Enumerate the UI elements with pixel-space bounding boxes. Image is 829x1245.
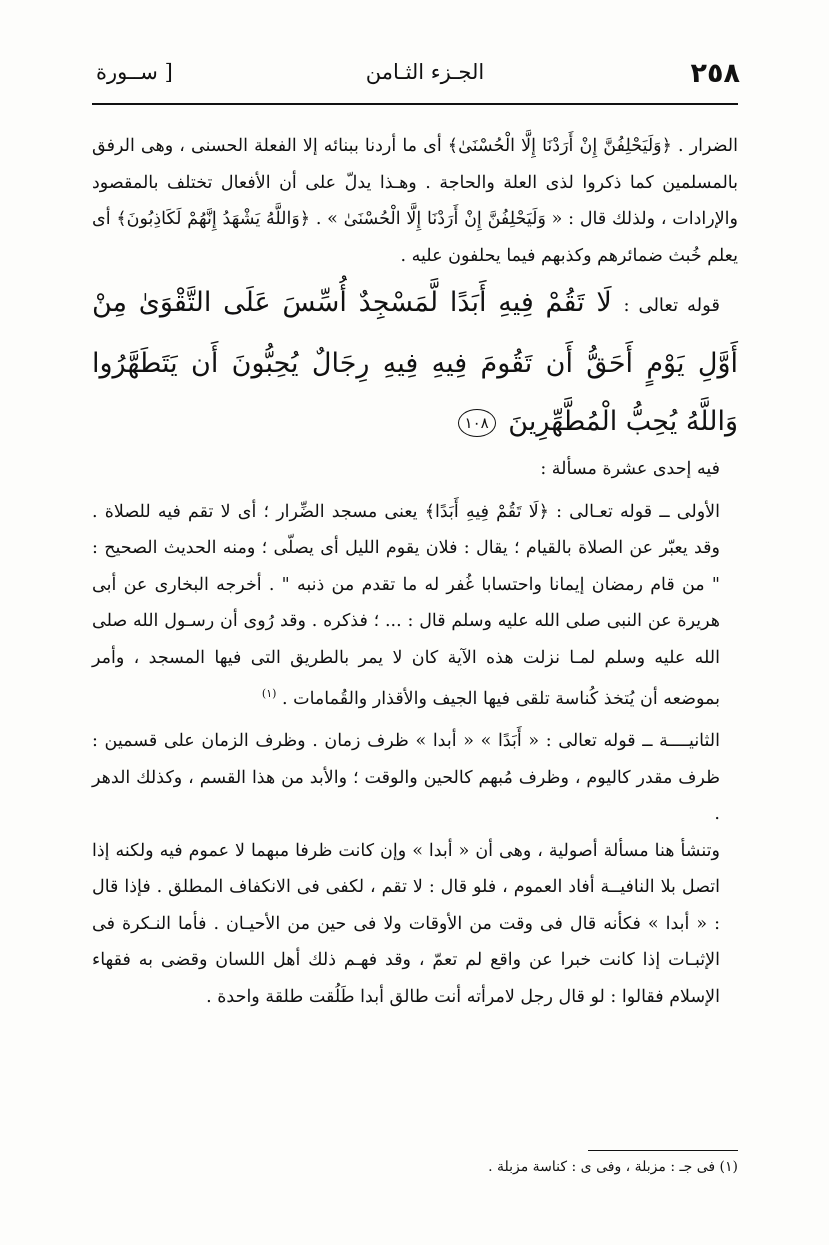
quran-verse xyxy=(92,274,738,451)
page-number: ٢٥٨ xyxy=(690,58,740,89)
running-title: الجـزء الثـامن xyxy=(365,60,485,84)
issue-first-text: الأولى ــ قوله تعـالى : ﴿لَا تَقُمْ فِيهِ أَبَدًا﴾ يعنى مسجد الضِّرار ؛ أى لا تقم فيه للصلاة . وقد يعبّر عن الصلاة بالقيام ؛ يقال : فلان يقوم الليل أى يصلّى ؛ ومنه الحديث الصحيح : " من قام رمضان إيمانا واحتسابا غُفر له ما تقدم من ذنبه " . أخرجه البخارى عن أبى هريرة عن النبى صلى الله عليه وسلم قال : ... ؛ فذكره . وقد رُوى أن رسـول الله صلى الله عليه وسلم لمـا نزلت هذه الآية كان لا يمر بالطريق التى فيها المسجد ، وأمر بموضعه أن يُتخذ كُناسة تلقى فيها الجيف والأقذار والقُمامات . xyxy=(92,501,720,709)
main-text xyxy=(92,128,738,1015)
header-divider xyxy=(92,103,738,105)
verse-intro: قوله تعالى : xyxy=(623,295,720,316)
issue-first xyxy=(92,494,738,718)
footnote-divider xyxy=(588,1150,738,1151)
issue-second: الثانيــــة ــ قوله تعالى : « أَبَدًا » « أبدا » ظرف زمان . وظرف الزمان على قسمين : ظرف مقدر كاليوم ، وظرف مُبهم كالحين والوقت ؛ والأبد من هذا القسم ، وكذلك الدهر . xyxy=(92,731,720,825)
footnote: (١) فى جـ : مزبلة ، وفى ى : كناسة مزبلة . xyxy=(488,1159,738,1175)
issue-second-continued: وتنشأ هنا مسألة أصولية ، وهى أن « أبدا » وإن كانت ظرفا مبهما لا عموم فيه ولكنه إذا اتصل بلا النافيــة أفاد العموم ، فلو قال : لا تقم ، لكفى فى الانكفاف المطلق . فإذا قال : « أبدا » فكأنه قال فى وقت من الأوقات ولا فى حين من الأحيـان . فأما النـكرة فى الإثبـات إذا كانت خبرا عن واقع لم تعمّ ، وقد فهـم ذلك أهل اللسان وقضى به فقهاء الإسلام فقالوا : لو قال رجل لامرأته أنت طالق أبدا طَلُقت طلقة واحدة . xyxy=(92,840,720,1007)
footnote-marker: (١) xyxy=(261,687,277,700)
issues-heading: فيه إحدى عشرة مسألة : xyxy=(540,459,720,479)
verse-text: لَا تَقُمْ فِيهِ أَبَدًا لَّمَسْجِدٌ أُسِّسَ عَلَى التَّقْوَىٰ مِنْ أَوَّلِ يَوْمٍ أَحَقُّ أَن تَقُومَ فِيهِ فِيهِ رِجَالٌ يُحِبُّونَ أَن يَتَطَهَّرُوا وَاللَّهُ يُحِبُّ الْمُطَّهِّرِينَ xyxy=(92,287,738,437)
page-header xyxy=(90,58,740,100)
ayah-number-icon: ١٠٨ xyxy=(458,409,496,437)
surah-label: [ ســورة xyxy=(96,60,173,84)
paragraph-intro: الضرار . ﴿وَلَيَحْلِفُنَّ إِنْ أَرَدْنَا إِلَّا الْحُسْنَىٰ﴾ أى ما أردنا ببنائه إلا الفعلة الحسنى ، وهى الرفق بالمسلمين كما ذكروا لذى العلة والحاجة . وهـذا يدلّ على أن الأفعال تختلف بالمقصود والإرادات ، ولذلك قال : « وَلَيَحْلِفُنَّ إِنْ أَرَدْنَا إِلَّا الْحُسْنَىٰ » . ﴿وَاللَّهُ يَشْهَدُ إِنَّهُمْ لَكَاذِبُونَ﴾ أى يعلم خُبث ضمائرهم وكذبهم فيما يحلفون عليه . xyxy=(92,136,738,266)
